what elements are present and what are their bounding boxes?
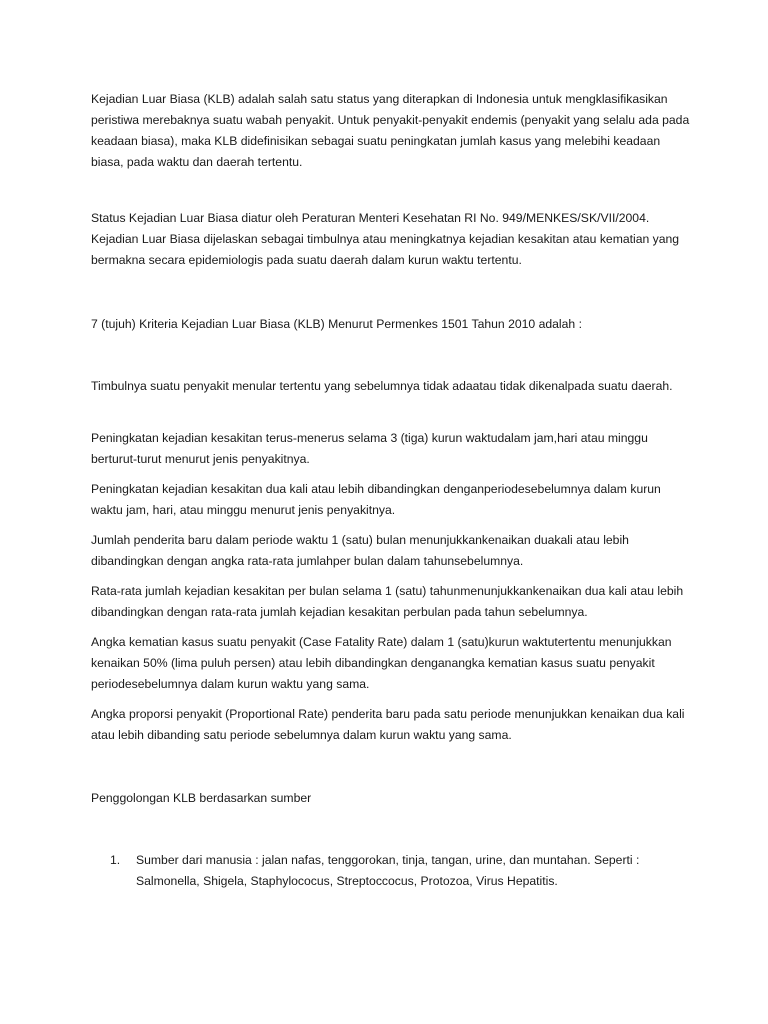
paragraph-criterion-2: Peningkatan kejadian kesakitan terus-menerus selama 3 (tiga) kurun waktudalam jam,hari atau minggu berturut-turut menurut jenis penyakitnya. (91, 431, 648, 466)
paragraph-criterion-7: Angka proporsi penyakit (Proportional Rate) penderita baru pada satu periode menunjukkan kenaikan dua kali atau lebih dibanding satu periode sebelumnya dalam kurun waktu yang sama. (91, 707, 685, 742)
paragraph-classification-heading: Penggolongan KLB berdasarkan sumber (91, 791, 312, 805)
paragraph-criterion-6: Angka kematian kasus suatu penyakit (Case Fatality Rate) dalam 1 (satu)kurun waktutertentu menunjukkan kenaikan 50% (lima puluh persen) atau lebih dibandingkan denganangka kematian kasus suatu penyakit periodesebelumnya dalam kurun waktu yang sama. (91, 635, 672, 691)
paragraph-criterion-5: Rata-rata jumlah kejadian kesakitan per bulan selama 1 (satu) tahunmenunjukkankenaikan dua kali atau lebih dibandingkan dengan rata-rata jumlah kejadian kesakitan perbulan pada tahun sebelumnya. (91, 584, 684, 619)
paragraph-status-regulation: Status Kejadian Luar Biasa diatur oleh Peraturan Menteri Kesehatan RI No. 949/MENKES/SK/VII/2004. Kejadian Luar Biasa dijelaskan sebagai timbulnya atau meningkatnya kejadian kesakitan atau kematian yang bermakna secara epidemiologis pada suatu daerah dalam kurun waktu tertentu. (91, 211, 680, 267)
paragraph-criterion-1: Timbulnya suatu penyakit menular tertentu yang sebelumnya tidak adaatau tidak dikenalpada suatu daerah. (91, 379, 673, 393)
paragraph-criteria-heading: 7 (tujuh) Kriteria Kejadian Luar Biasa (KLB) Menurut Permenkes 1501 Tahun 2010 adalah : (91, 317, 582, 331)
paragraph-criterion-4: Jumlah penderita baru dalam periode waktu 1 (satu) bulan menunjukkankenaikan duakali atau lebih dibandingkan dengan angka rata-rata jumlahper bulan dalam tahunsebelumnya. (91, 533, 629, 568)
list-number: 1. (110, 853, 121, 867)
paragraph-klb-definition: Kejadian Luar Biasa (KLB) adalah salah satu status yang diterapkan di Indonesia untuk mengklasifikasikan peristiwa merebaknya suatu wabah penyakit. Untuk penyakit-penyakit endemis (penyakit yang selalu ada pada keadaan biasa), maka KLB didefinisikan sebagai suatu peningkatan jumlah kasus yang melebihi keadaan biasa, pada waktu dan daerah tertentu. (91, 92, 690, 169)
list-text: Sumber dari manusia : jalan nafas, tenggorokan, tinja, tangan, urine, dan muntahan. Seperti : Salmonella, Shigela, Staphylococus, Streptoccocus, Protozoa, Virus Hepatitis. (136, 853, 640, 888)
paragraph-criterion-3: Peningkatan kejadian kesakitan dua kali atau lebih dibandingkan denganperiodesebelumnya dalam kurun waktu jam, hari, atau minggu menurut jenis penyakitnya. (91, 482, 661, 517)
